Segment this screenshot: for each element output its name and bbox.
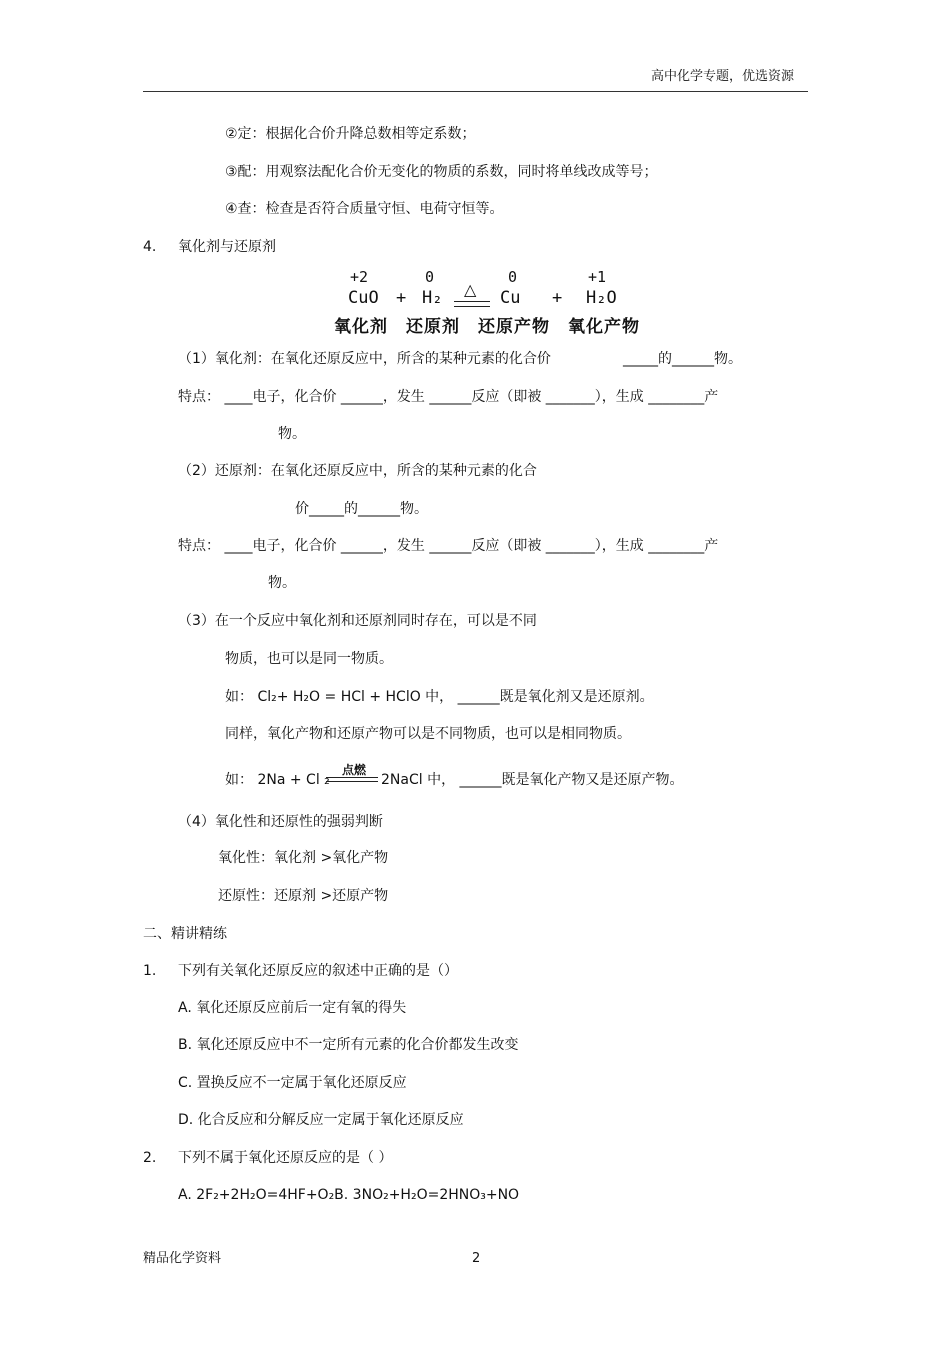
question-1-option-a: A. 氧化还原反应前后一定有氧的得失: [178, 1000, 407, 1016]
valence-cu-product: 0: [508, 268, 518, 286]
reductant-definition-2: 价_____的______物。: [295, 501, 428, 517]
reductant-features: 特点： ____电子，化合价 ______，发生 ______反应（即被 _______），生成 ________产: [178, 538, 719, 554]
header-rule: [143, 91, 808, 92]
plus-sign-2: +: [552, 288, 563, 308]
section-4-title: 氧化剂与还原剂: [178, 239, 276, 255]
part-3-line-1: （3）在一个反应中氧化剂和还原剂同时存在，可以是不同: [178, 613, 537, 629]
page-number: 2: [472, 1251, 481, 1266]
question-1-option-d: D. 化合反应和分解反应一定属于氧化还原反应: [178, 1112, 464, 1128]
formula-h2o: H₂O: [586, 288, 617, 308]
redox-equation: [330, 268, 690, 338]
formula-cu: Cu: [500, 288, 521, 308]
oxidant-definition: （1）氧化剂：在氧化还原反应中，所含的某种元素的化合价: [178, 351, 551, 367]
step-4: ④查：检查是否符合质量守恒、电荷守恒等。: [225, 201, 504, 217]
label-reductant: 还原剂: [406, 317, 460, 337]
oxidant-definition-blanks: _____的______物。: [623, 351, 742, 367]
question-1-stem: 下列有关氧化还原反应的叙述中正确的是（）: [178, 963, 458, 979]
part-3-line-3: 同样，氧化产物和还原产物可以是不同物质，也可以是相同物质。: [225, 726, 631, 742]
question-2-number: 2.: [143, 1150, 157, 1166]
section-4-number: 4.: [143, 239, 157, 255]
part-4-reducing: 还原性：还原剂 >还原产物: [218, 888, 389, 904]
step-2: ②定：根据化合价升降总数相等定系数；: [225, 126, 476, 142]
reductant-features-end: 物。: [268, 575, 296, 591]
label-reduction-product: 还原产物: [478, 317, 550, 337]
valence-h2: 0: [425, 268, 435, 286]
part-3-example-1: 如： Cl₂+ H₂O = HCl + HClO 中， ______既是氧化剂又是还原剂。: [225, 689, 654, 705]
question-1-option-b: B. 氧化还原反应中不一定所有元素的化合价都发生改变: [178, 1037, 519, 1053]
label-oxidation-product: 氧化产物: [568, 317, 640, 337]
part-3-example-2b: 2NaCl 中， ______既是氧化产物又是还原产物。: [381, 772, 684, 788]
formula-cuo: CuO: [348, 288, 379, 308]
part-4-title: （4）氧化性和还原性的强弱判断: [178, 814, 383, 830]
valence-h2o: +1: [588, 268, 607, 286]
header-text: 高中化学专题，优选资源: [651, 69, 795, 84]
part-4-oxidizing: 氧化性：氧化剂 >氧化产物: [218, 850, 389, 866]
oxidant-features: 特点： ____电子，化合价 ______，发生 ______反应（即被 _______），生成 ________产: [178, 389, 719, 405]
reductant-definition: （2）还原剂：在氧化还原反应中，所含的某种元素的化合: [178, 463, 537, 479]
footer-left: 精品化学资料: [143, 1251, 222, 1266]
valence-cu: +2: [350, 268, 369, 286]
section-2-title: 二、精讲精练: [143, 926, 227, 942]
part-3-example-2a: 如： 2Na + Cl ₂: [225, 772, 330, 788]
label-oxidant: 氧化剂: [334, 317, 388, 337]
question-1-number: 1.: [143, 963, 157, 979]
question-1-option-c: C. 置换反应不一定属于氧化还原反应: [178, 1075, 407, 1091]
ignition-condition: 点燃: [342, 763, 367, 777]
part-3-line-2: 物质，也可以是同一物质。: [225, 651, 393, 667]
step-3: ③配：用观察法配化合价无变化的物质的系数，同时将单线改成等号；: [225, 164, 658, 180]
heat-triangle-icon: △: [464, 280, 477, 299]
question-2-stem: 下列不属于氧化还原反应的是（ ）: [178, 1150, 393, 1166]
question-2-option-ab: A. 2F₂+2H₂O=4HF+O₂B. 3NO₂+H₂O=2HNO₃+NO: [178, 1187, 520, 1203]
equals-double-line: [454, 301, 490, 307]
formula-h2: H₂: [422, 288, 443, 308]
condition-double-line: [326, 777, 378, 782]
oxidant-features-end: 物。: [278, 426, 306, 442]
plus-sign-1: +: [396, 288, 407, 308]
